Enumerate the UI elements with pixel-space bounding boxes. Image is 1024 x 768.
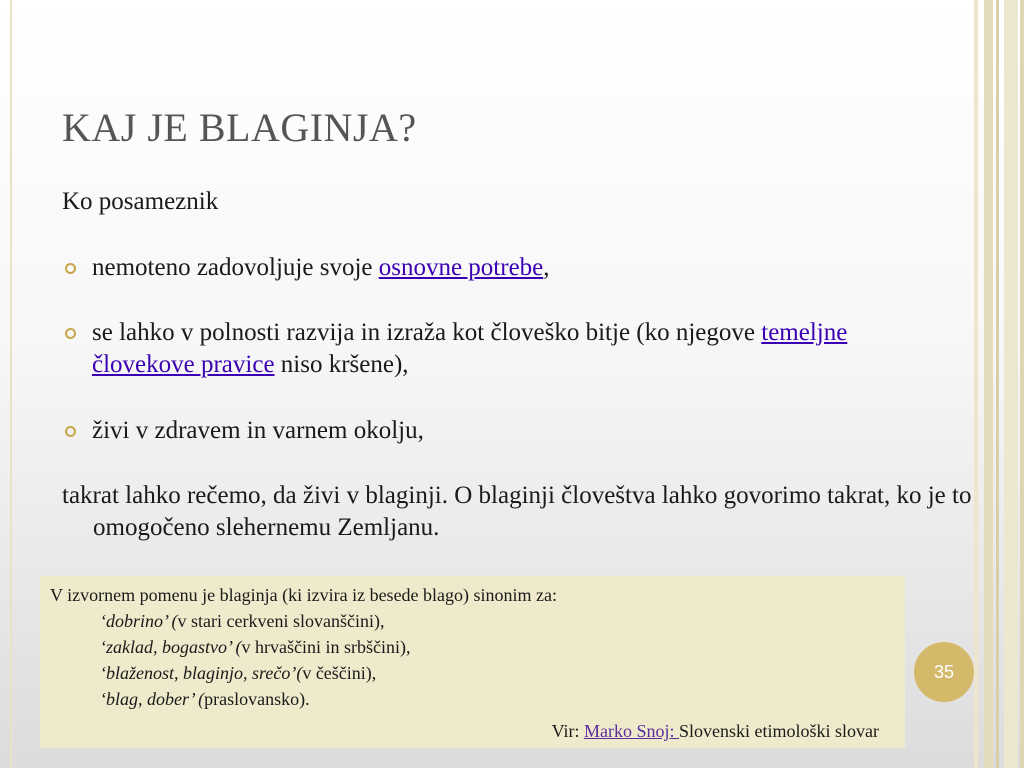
etymology-term: ‘blag, dober’ ( [100, 689, 205, 709]
source-author-link[interactable]: Marko Snoj: [583, 721, 679, 741]
bullet-item [62, 317, 952, 381]
infobox-lead: V izvornem pomenu je blaginja (ki izvira iz besede blago) sinonim za: [50, 585, 558, 605]
source-citation [552, 718, 879, 744]
etymology-note: v češčini), [302, 663, 377, 683]
etymology-term: ‘zaklad, bogastvo’ ( [100, 637, 242, 657]
link-temeljne-clovekove-pravice[interactable]: temeljne človekove pravice [92, 319, 848, 378]
bullet-item [62, 252, 952, 284]
bullet-item [62, 415, 952, 447]
etymology-info-box [40, 576, 905, 748]
etymology-note: v stari cerkveni slovanščini), [177, 611, 385, 631]
bullet-ring-icon [65, 263, 76, 274]
bullet-ring-icon [65, 426, 76, 437]
bullet-text: nemoteno zadovoljuje svoje [92, 254, 379, 281]
intro-text: Ko posameznik [62, 188, 219, 215]
etymology-entry [100, 634, 410, 660]
link-osnovne-potrebe[interactable]: osnovne potrebe [378, 254, 544, 281]
etymology-note: praslovansko). [204, 689, 310, 709]
right-decorative-stripes [974, 0, 1024, 768]
bullet-ring-icon [65, 328, 76, 339]
bullet-text: živi v zdravem in varnem okolju, [92, 417, 424, 444]
bullet-text-end: niso kršene), [274, 351, 409, 378]
source-title: Slovenski etimološki slovar [679, 721, 879, 741]
left-decorative-line [10, 0, 12, 768]
bullet-text: se lahko v polnosti razvija in izraža kot človeško bitje (ko njegove [92, 319, 762, 346]
page-number-badge: 35 [914, 642, 974, 702]
closing-paragraph: takrat lahko rečemo, da živi v blaginji. O blaginji človeštva lahko govorimo takrat, ko je to omogočeno slehernemu Zemljanu. [62, 482, 972, 541]
etymology-entry [100, 660, 376, 686]
etymology-note: v hrvaščini in srbščini), [241, 637, 411, 657]
slide-title: KAJ JE BLAGINJA? [62, 105, 417, 150]
etymology-term: ‘dobrino’ ( [100, 611, 178, 631]
bullet-text-end: , [543, 254, 550, 281]
etymology-entry [100, 608, 384, 634]
etymology-entry [100, 686, 310, 712]
etymology-term: ‘blaženost, blaginjo, srečo’( [100, 663, 303, 683]
source-prefix: Vir: [551, 721, 584, 741]
